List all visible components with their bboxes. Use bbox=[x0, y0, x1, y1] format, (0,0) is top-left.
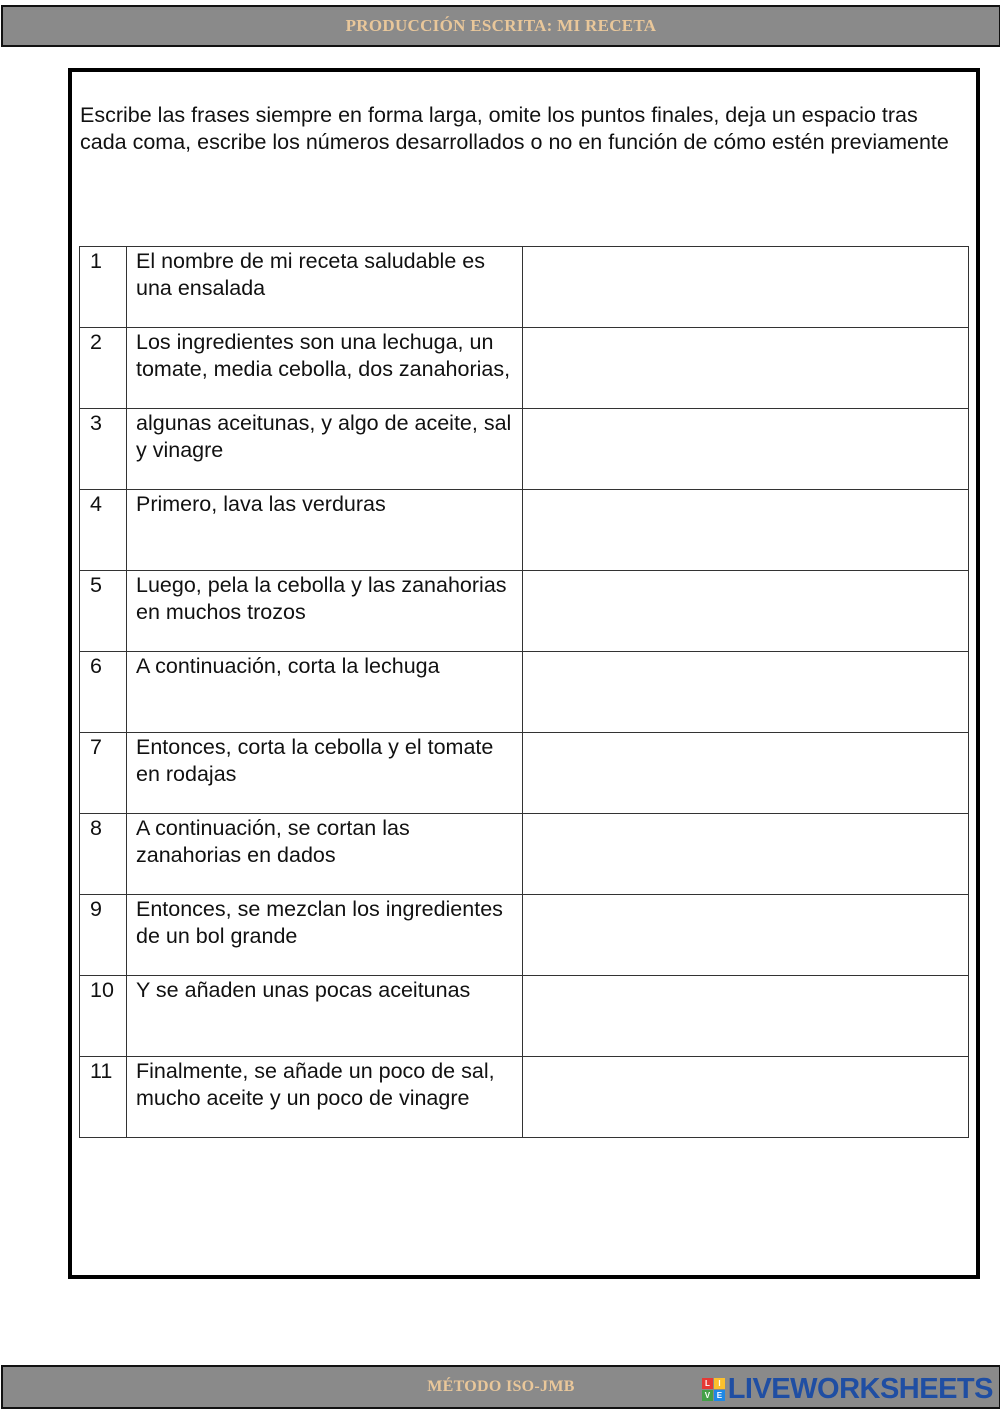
table-row bbox=[80, 733, 969, 814]
table-row bbox=[80, 976, 969, 1057]
answer-input[interactable] bbox=[523, 247, 968, 327]
row-answer-cell bbox=[523, 328, 969, 409]
answer-input[interactable] bbox=[523, 895, 968, 975]
answer-input[interactable] bbox=[523, 814, 968, 894]
liveworksheets-logo-icon bbox=[702, 1378, 725, 1401]
row-number: 2 bbox=[80, 328, 127, 409]
row-number: 11 bbox=[80, 1057, 127, 1138]
table-row bbox=[80, 1057, 969, 1138]
answer-input[interactable] bbox=[523, 652, 968, 732]
row-sentence: Los ingredientes son una lechuga, un tomate, media cebolla, dos zanahorias, bbox=[127, 328, 523, 409]
logo-letter-l: L bbox=[702, 1378, 713, 1389]
logo-letter-i: I bbox=[714, 1378, 725, 1389]
row-answer-cell bbox=[523, 733, 969, 814]
row-sentence: A continuación, corta la lechuga bbox=[127, 652, 523, 733]
answers-table-body bbox=[80, 247, 969, 1138]
table-row bbox=[80, 328, 969, 409]
row-answer-cell bbox=[523, 409, 969, 490]
liveworksheets-brand bbox=[702, 1373, 993, 1406]
logo-letter-e: E bbox=[714, 1390, 725, 1401]
row-answer-cell bbox=[523, 490, 969, 571]
header-band bbox=[1, 5, 1000, 47]
row-sentence: A continuación, se cortan las zanahorias en dados bbox=[127, 814, 523, 895]
instructions-text: Escribe las frases siempre en forma larga, omite los puntos finales, deja un espacio tras cada coma, escribe los números desarrollados o no en función de cómo estén previamente bbox=[80, 103, 949, 154]
page-title: PRODUCCIÓN ESCRITA: MI RECETA bbox=[345, 16, 657, 35]
table-row bbox=[80, 895, 969, 976]
row-number: 1 bbox=[80, 247, 127, 328]
row-answer-cell bbox=[523, 1057, 969, 1138]
answer-input[interactable] bbox=[523, 1057, 968, 1137]
answer-input[interactable] bbox=[523, 733, 968, 813]
row-sentence: Luego, pela la cebolla y las zanahorias en muchos trozos bbox=[127, 571, 523, 652]
row-answer-cell bbox=[523, 976, 969, 1057]
row-number: 4 bbox=[80, 490, 127, 571]
answers-table bbox=[79, 246, 969, 1138]
table-row bbox=[80, 814, 969, 895]
answer-input[interactable] bbox=[523, 976, 968, 1056]
table-row bbox=[80, 490, 969, 571]
answer-input[interactable] bbox=[523, 328, 968, 408]
answer-input[interactable] bbox=[523, 490, 968, 570]
row-answer-cell bbox=[523, 247, 969, 328]
row-sentence: algunas aceitunas, y algo de aceite, sal y vinagre bbox=[127, 409, 523, 490]
row-sentence: Primero, lava las verduras bbox=[127, 490, 523, 571]
table-row bbox=[80, 571, 969, 652]
row-number: 10 bbox=[80, 976, 127, 1057]
row-number: 8 bbox=[80, 814, 127, 895]
row-answer-cell bbox=[523, 652, 969, 733]
answer-input[interactable] bbox=[523, 409, 968, 489]
table-row bbox=[80, 652, 969, 733]
row-sentence: Y se añaden unas pocas aceitunas bbox=[127, 976, 523, 1057]
row-number: 5 bbox=[80, 571, 127, 652]
table-row bbox=[80, 409, 969, 490]
brand-text: LIVEWORKSHEETS bbox=[727, 1373, 993, 1405]
row-number: 7 bbox=[80, 733, 127, 814]
row-answer-cell bbox=[523, 895, 969, 976]
table-row bbox=[80, 247, 969, 328]
row-sentence: Entonces, corta la cebolla y el tomate en rodajas bbox=[127, 733, 523, 814]
row-number: 9 bbox=[80, 895, 127, 976]
worksheet-frame bbox=[68, 68, 980, 1279]
row-answer-cell bbox=[523, 571, 969, 652]
row-sentence: Finalmente, se añade un poco de sal, mucho aceite y un poco de vinagre bbox=[127, 1057, 523, 1138]
row-sentence: El nombre de mi receta saludable es una ensalada bbox=[127, 247, 523, 328]
footer-band bbox=[1, 1365, 1000, 1409]
row-answer-cell bbox=[523, 814, 969, 895]
row-sentence: Entonces, se mezclan los ingredientes de un bol grande bbox=[127, 895, 523, 976]
row-number: 3 bbox=[80, 409, 127, 490]
answer-input[interactable] bbox=[523, 571, 968, 651]
row-number: 6 bbox=[80, 652, 127, 733]
logo-letter-v: V bbox=[702, 1390, 713, 1401]
method-label: MÉTODO ISO-JMB bbox=[427, 1378, 575, 1395]
